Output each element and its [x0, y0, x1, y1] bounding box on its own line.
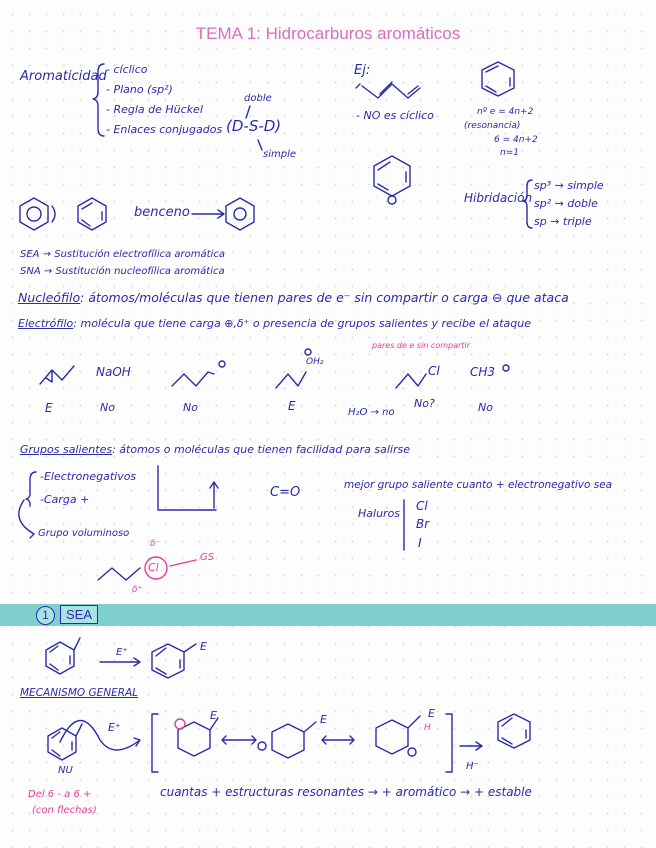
sea-definition: SEA → Sustitución electrofílica aromática: [20, 249, 225, 260]
criterion-conjugados: - Enlaces conjugados: [106, 123, 223, 136]
sigma-complex-3: [376, 720, 408, 754]
resonance-arrow-1: [222, 736, 256, 744]
bracket-right: [446, 714, 452, 772]
chain-with-cl: [98, 568, 140, 580]
delta-minus: δ⁻: [150, 539, 161, 549]
no-ciclico-note: - NO es cíclico: [356, 109, 434, 122]
halogen-i: I: [418, 536, 422, 550]
brace-hibridacion: [523, 180, 532, 228]
chloride-molecule: [396, 374, 426, 388]
grupo-voluminoso: Grupo voluminoso: [38, 528, 130, 539]
mech-e-1: E: [210, 709, 217, 722]
h-minus-label: H⁻: [466, 761, 479, 772]
alkoxide-molecule: [172, 372, 214, 386]
mol-label-6: No: [478, 401, 493, 414]
cl-circle: [145, 557, 167, 579]
halogen-cl: Cl: [416, 499, 428, 513]
benceno-label: benceno: [134, 205, 190, 220]
benzene-kekule-1: [20, 198, 48, 230]
benzene-circle: [226, 198, 254, 230]
mol-label-4: E: [288, 399, 296, 413]
resonancia-note: (resonancia): [464, 121, 521, 131]
resonance-arrow-2: [322, 736, 354, 744]
mech-e-3: E: [428, 707, 435, 720]
sna-definition: SNA → Sustitución nucleofílica aromática: [20, 266, 225, 277]
mech-benzene-product: [152, 644, 184, 678]
doble-note: doble: [244, 93, 272, 104]
mech-e-plus-top: E⁺: [116, 647, 128, 658]
mol-label-5: No?: [414, 397, 435, 410]
cl-label: Cl: [428, 364, 440, 378]
deprotonation-arrow: [460, 742, 482, 750]
section-label: SEA: [60, 605, 98, 624]
mechanism-conclusion: cuantas + estructuras resonantes → + aromático → + estable: [160, 785, 532, 799]
huckel-equation: nº e = 4n+2: [477, 107, 534, 117]
ejemplo-label: Ej:: [354, 63, 371, 78]
nu-label: NU: [58, 765, 73, 776]
mol-label-1: E: [45, 401, 53, 415]
mol-label-3: No: [183, 401, 198, 414]
h2o-note: H₂O → no: [348, 407, 395, 418]
pink-note-2: (con flechas): [32, 805, 97, 816]
mech-e-2: E: [320, 713, 327, 726]
charge-circle: [388, 196, 396, 204]
hibridacion-heading: Hibridación: [464, 191, 533, 205]
mech-e-plus: E⁺: [108, 721, 121, 734]
cl-circled: Cl: [148, 561, 159, 574]
hibridacion-sp: sp → triple: [534, 215, 592, 228]
huckel-n: n=1: [500, 148, 519, 158]
nucleofilo-term: Nucleófilo: [18, 290, 81, 305]
electrofilo-term: Electrófilo: [18, 317, 74, 330]
section-number: 1: [36, 606, 55, 625]
conjugation-pattern: (D-S-D): [226, 117, 282, 135]
hibridacion-sp3: sp³ → simple: [534, 179, 604, 192]
grupo-voluminoso-arrow: [19, 500, 34, 538]
grupos-electronegativos: -Electronegativos: [40, 470, 137, 483]
arrow-doble: [246, 106, 250, 118]
mejor-grupo-note: mejor grupo saliente cuanto + electronegativo sea: [344, 479, 613, 491]
mecanismo-heading: MECANISMO GENERAL: [20, 687, 139, 699]
co-label: C=O: [270, 485, 301, 500]
mech-h-pink: H: [424, 723, 431, 733]
example-hexagon-2: [374, 156, 410, 196]
page-title: TEMA 1: Hidrocarburos aromáticos: [195, 24, 461, 43]
hibridacion-sp2: sp² → doble: [534, 197, 598, 210]
brace-aromaticidad: [93, 64, 104, 136]
sigma-complex-1: [178, 722, 210, 756]
nucleofilo-text: : átomos/moléculas que tienen pares de e⁻ sin compartir o carga ⊖ que ataca: [80, 290, 569, 305]
mech-top-arrow: [100, 658, 140, 666]
brace-grupos: [26, 472, 36, 506]
mech-final-product: [498, 714, 530, 748]
electrofilo-text: : molécula que tiene carga ⊕,δ⁺ o presencia de grupos salientes y recibe el ataque: [73, 317, 532, 330]
gs-label: GS: [200, 552, 215, 563]
benceno-arrow: [192, 210, 224, 218]
grupos-carga: -Carga +: [40, 493, 90, 506]
halogen-br: Br: [416, 517, 430, 531]
mech-e-product: E: [200, 640, 207, 653]
ch3-label: CH3: [470, 365, 496, 379]
energy-graph: [158, 466, 218, 510]
epoxide-molecule: [40, 366, 74, 384]
example-hexagon-1: [482, 62, 514, 96]
arrow-simple: [258, 140, 262, 150]
oh2-label: OH₂: [306, 357, 324, 367]
simple-note: simple: [263, 149, 297, 160]
sigma-complex-2: [272, 724, 304, 758]
naoh-label: NaOH: [96, 365, 131, 379]
huckel-6: 6 = 4n+2: [494, 135, 538, 145]
oxonium-molecule: [276, 372, 306, 388]
bracket-left: [152, 714, 158, 772]
pink-note-1: Del 6 - a 6 +: [28, 789, 92, 800]
criterion-ciclico: - cíclico: [106, 63, 148, 76]
grupos-text: : átomos o moléculas que tienen facilidad para salirse: [112, 443, 410, 456]
haluros-label: Haluros: [358, 507, 401, 520]
mol-label-2: No: [100, 401, 115, 414]
criterion-plano: - Plano (sp²): [106, 83, 173, 96]
delta-plus: δ⁺: [132, 585, 143, 595]
open-chain-arrow: [356, 84, 360, 88]
criterion-huckel: - Regla de Hückel: [106, 103, 203, 116]
pares-note: pares de e sin compartir: [372, 341, 470, 350]
grupos-heading: Grupos salientes: [20, 443, 113, 456]
aromaticidad-heading: Aromaticidad: [20, 69, 107, 84]
